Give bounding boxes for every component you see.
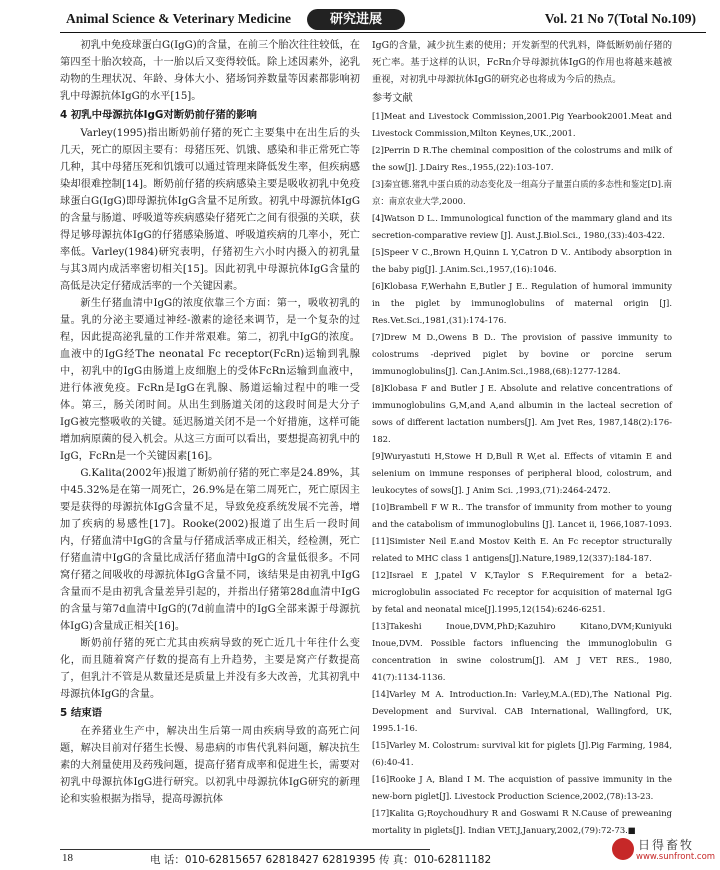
reference-item: [12]Israel E J,patel V K,Taylor S F.Requirement for a beta2-microglobulin associated Fc receptor for acquisition of maternal IgG by fetal and neonatal mice[J].1995,12(154):6246-6251. (372, 570, 672, 614)
reference-item: [10]Brambell F W R.. The transfor of immunity from mother to young and the catabolism of immunoglobulins [J]. Lancet ii, 1966,1087-1093. (372, 502, 672, 529)
section-badge: 研究进展 (307, 9, 405, 30)
body-paragraph: 在养猪业生产中，解决出生后第一周由疾病导致的高死亡问题，解决目前对仔猪生长慢、易患病的市售代乳料问题，解决抗生素的大剂量使用及药残问题，提高仔猪育成率和促进生长，需要对初乳中母源抗体IgG进行研究。以初乳中母源抗体IgG研究的新理论和实验根据为指导，提高母源抗体 (60, 726, 360, 805)
section-heading: 4 初乳中母源抗体IgG对断奶前仔猪的影响 (60, 109, 257, 121)
reference-item: [7]Drew M D.,Owens B D.. The provision of passive immunity to colostrums -deprived piglet by bovine or porcine serum immunoglobulins[J]. Can.J.Anim.Sci.,1988,(68):1277-1284. (372, 332, 672, 376)
body-paragraph: G.Kalita(2002年)报道了断奶前仔猪的死亡率是24.89%，其中45.32%是在第一周死亡，26.9%是在第二周死亡，死亡原因主要是获得的母源抗体IgG含量不足，导致免疫系统发展不完善，增加了疾病的易感性[17]。Rooke(2002)报道了出生后一段时间内，仔猪血清中IgG的含量与仔猪成活率成正相关，经检测，死亡仔猪血清中IgG的含量比成活仔猪血清中IgG的含量低很多。不同窝仔猪之间吸收的母源抗体IgG含量不同，该结果是由初乳中IgG含量而不是由初乳含量差异引起的，并指出仔猪第28d血清中IgG的含量与第7d血清中IgG的(7d前血清中的IgG全部来源于母源抗体IgG)含量成正相关[16]。 (60, 468, 360, 632)
left-column (60, 37, 360, 808)
right-column (372, 37, 672, 839)
reference-item: [3]秦宜德.猪乳中蛋白质的动态变化及一组高分子量蛋白质的多态性和鉴定[D].南京：南京农业大学,2000. (372, 179, 672, 206)
running-header (60, 9, 706, 33)
reference-item: [6]Klobasa F,Werhahn E,Butler J E.. Regulation of humoral immunity in the piglet by immunoglobulins of maternal origin [J]. Res.Vet.Sci.,1981,(31):174-176. (372, 281, 672, 325)
body-paragraph: Varley(1995)指出断奶前仔猪的死亡主要集中在出生后的头几天，死亡的原因主要有：母猪压死、饥饿、感染和非正常死亡等几种，其中母猪压死和饥饿可以通过管理来降低发生率，但疾病感染却很难控制[14]。断奶前仔猪的疾病感染主要是吸收初乳中免疫球蛋白G(IgG)即母源抗体IgG含量不足所致。初乳中母源抗体IgG的含量与肠道、呼吸道等疾病感染仔猪死亡之间有很强的关联，获得足够母源抗体IgG的仔猪感染肠道、呼吸道疾病的几率小，死亡率低。Varley(1984)研究表明，仔猪初生六小时内摄入的初乳量与其3周内成活率密切相关[15]。因此初乳中母源抗体IgG含量的高低是决定仔猪成活率的一个关键因素。 (60, 128, 360, 292)
reference-list (372, 108, 672, 839)
contact-line: 电 话：010-62815657 62818427 62819395 传 真：010-62811182 (150, 854, 492, 866)
footer-rule (60, 849, 430, 850)
reference-item: [17]Kalita G;Roychoudhury R and Goswami R N.Cause of preweaning mortality in piglets[J]. Indian VET.J,January,2002,(79):72-73.■ (372, 808, 672, 835)
reference-item: [14]Varley M A. Introduction.In: Varley,M.A.(ED),The National Pig. Development and Survival. CAB International, Wallingford, UK, 1995.1-16. (372, 689, 672, 733)
section-heading: 5 结束语 (60, 707, 103, 719)
references-heading: 参考文献 (372, 93, 413, 104)
reference-item: [16]Rooke J A, Bland I M. The acquistion of passive immunity in the new-born piglet[J]. Livestock Production Science,2002,(78):13-23. (372, 774, 672, 801)
body-paragraph: IgG的含量，减少抗生素的使用；开发新型的代乳料，降低断奶前仔猪的死亡率。基于这样的认识，FcRn介导母源抗体IgG的作用也将越来越被重视，对初乳中母源抗体IgG的研究必也将成为今后的热点。 (372, 40, 672, 85)
reference-item: [11]Simister Neil E.and Mostov Keith E. An Fc receptor structurally related to MHC class 1 antigens[J].Nature,1989,12(337):184-187. (372, 536, 672, 563)
watermark-url: www.sunfront.com (636, 852, 716, 862)
watermark-text: 日得畜牧 (638, 838, 695, 852)
reference-item: [1]Meat and Livestock Commission,2001.Pig Yearbook2001.Meat and Livestock Commission,Milton Keynes,UK.,2001. (372, 111, 672, 138)
reference-item: [4]Watson D L.. Immunological function of the mammary gland and its secretion-comparative review [J]. Aust.J.Biol.Sci., 1980,(33):403-422. (372, 213, 672, 240)
reference-item: [2]Perrin D R.The cheminal composition of the colostrums and milk of the sow[J]. J.Dairy Res.,1955,(22):103-107. (372, 145, 672, 172)
watermark (612, 836, 716, 866)
body-paragraph: 新生仔猪血清中IgG的浓度依靠三个方面：第一，吸收初乳的量。乳的分泌主要通过神经-激素的途径来调节，是一个复杂的过程，因此提高泌乳量的工作并常艰难。第二，初乳中IgG的浓度。血液中的IgG经The neonatal Fc receptor(FcRn)运输到乳腺中，初乳中的IgG由肠道上皮细胞上的受体FcRn运输到血液中，进行体液免疫。FcRn是IgG在乳腺、肠道运输过程中的唯一受体。第三，肠关闭时间。从出生到肠道关闭的这段时间是大分子IgG被完整吸收的关键。延迟肠道关闭不是一个好措施，这样可能增加病原菌的侵入机会。从这三方面可以看出，要想提高初乳中的IgG，FcRn是一个关键因素[16]。 (60, 298, 360, 462)
reference-item: [15]Varley M. Colostrum: survival kit for piglets [J].Pig Farming, 1984,(6):40-41. (372, 740, 672, 767)
seal-icon (612, 838, 634, 860)
issue-info: Vol. 21 No 7(Total No.109) (544, 11, 696, 26)
reference-item: [5]Speer V C.,Brown H,Quinn L Y,Catron D V.. Antibody absorption in the baby pig[J]. J.Anim.Sci.,1957,(16):1046. (372, 247, 672, 274)
page-number: 18 (62, 852, 73, 864)
body-paragraph: 断奶前仔猪的死亡尤其由疾病导致的死亡近几十年往什么变化，而且随着窝产仔数的提高有上升趋势，主要是窝产仔数提高了，但乳汁不管是从数量还是质量上并没有多大改善，尤其初乳中母源抗体IgG的含量。 (60, 638, 360, 700)
journal-title: Animal Science & Veterinary Medicine (66, 11, 291, 26)
reference-item: [13]Takeshi Inoue,DVM,PhD;Kazuhiro Kitano,DVM;Kuniyuki Inoue,DVM. Possible factors influencing the immunoglobulin G concentration in swine colostrum[J]. AM J VET RES., 1980, 41(7):1134-1136. (372, 621, 672, 682)
header-rule (60, 32, 706, 33)
reference-item: [9]Wuryastuti H,Stowe H D,Bull R W,et al. Effects of vitamin E and selenium on immune responses of peripheral blood, colostrum, and leukocytes of sows[J]. J Anim Sci. ,1993,(71):2464-2472. (372, 451, 672, 495)
reference-item: [8]Klobasa F and Butler J E. Absolute and relative concentrations of immunoglobulins G,M,and A,and albumin in the lacteal secretion of sows of different lactation numbers[J]. Am Jvet Res, 1987,148(2):176-182. (372, 383, 672, 444)
body-paragraph: 初乳中免疫球蛋白G(IgG)的含量，在前三个胎次往往较低，在第四至十胎次较高，十一胎以后又变得较低。除上述因素外，泌乳动物的生理状况、年龄、身体大小、猪场饲养数量等因素都影响初乳中母源抗体IgG的水平[15]。 (60, 40, 360, 102)
